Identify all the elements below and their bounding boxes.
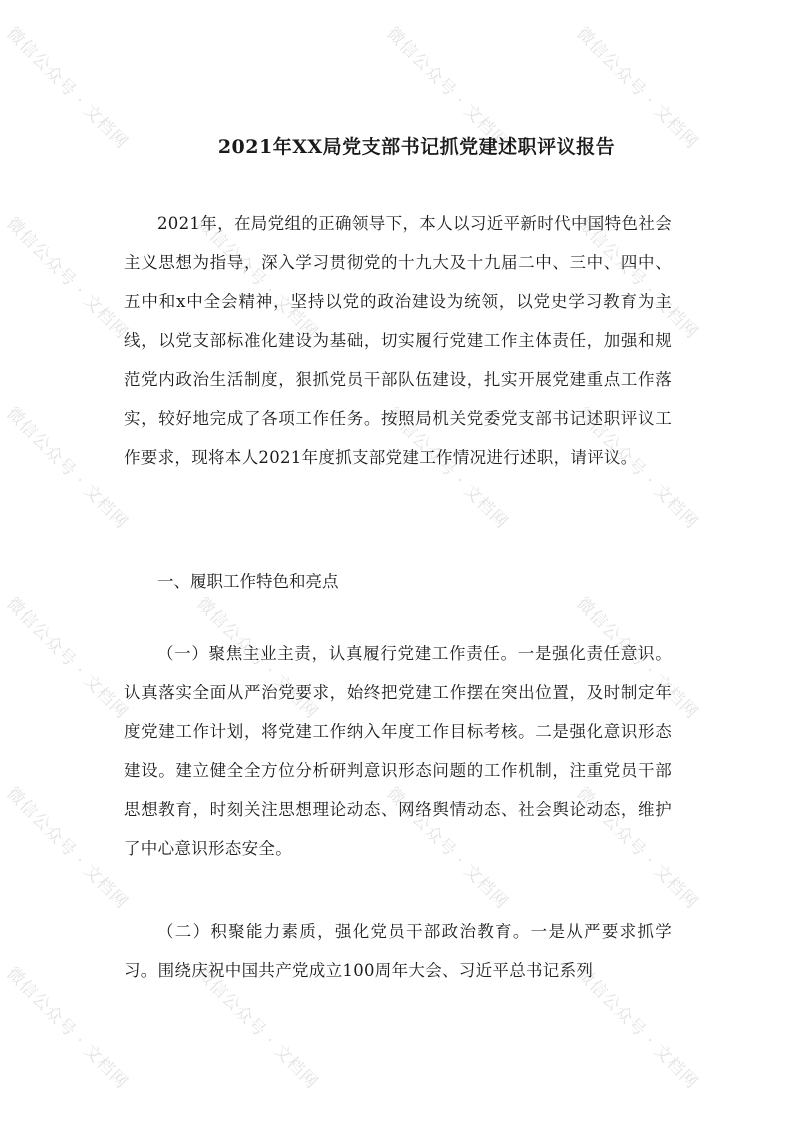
watermark: 微信公众号 · 文档网	[2, 213, 132, 344]
watermark: 微信公众号 · 文档网	[572, 213, 702, 344]
section-paragraph: （二）积聚能力素质，强化党员干部政治教育。一是从严要求抓学习。围绕庆祝中国共产党成立100周年大会、习近平总书记系列	[124, 922, 672, 980]
watermark: 微信公众号 · 文档网	[2, 593, 132, 724]
watermark: 微信公众号 · 文档网	[2, 963, 132, 1094]
watermark: 微信公众号 · 文档网	[382, 403, 512, 534]
watermark: 微信公众号 · 文档网	[2, 403, 132, 534]
watermark: 微信公众号 · 文档网	[192, 213, 322, 344]
watermark: 微信公众号 · 文档网	[192, 963, 322, 1094]
watermark: 微信公众号 · 文档网	[572, 963, 702, 1094]
watermark: 微信公众号 · 文档网	[192, 593, 322, 724]
watermark: 微信公众号 · 文档网	[2, 783, 132, 914]
watermark: 微信公众号 · 文档网	[572, 783, 702, 914]
watermark: 微信公众号 · 文档网	[572, 403, 702, 534]
section-paragraph: （一）聚焦主业主责，认真履行党建工作责任。一是强化责任意识。认真落实全面从严治党要求，始终把党建工作摆在突出位置，及时制定年度党建工作计划，将党建工作纳入年度工作目标考核。二是强化意识形态建设。建立健全全方位分析研判意识形态问题的工作机制，注重党员干部思想教育，时刻关注思想理论动态、网络舆情动态、社会舆论动态，维护了中心意识形态安全。	[124, 644, 672, 858]
watermark: 微信公众号 · 文档网	[2, 23, 132, 154]
intro-paragraph: 2021年，在局党组的正确领导下，本人以习近平新时代中国特色社会主义思想为指导，深入学习贯彻党的十九大及十九届二中、三中、四中、五中和x中全会精神，坚持以党的政治建设为统领，以党史学习教育为主线，以党支部标准化建设为基础，切实履行党建工作主体责任，加强和规范党内政治生活制度，狠抓党员干部队伍建设，扎实开展党建重点工作落实，较好地完成了各项工作任务。按照局机关党委党支部书记述职评议工作要求，现将本人2021年度抓支部党建工作情况进行述职，请评议。	[124, 214, 672, 467]
watermark: 微信公众号 · 文档网	[572, 23, 702, 154]
watermark: 微信公众号 · 文档网	[572, 593, 702, 724]
watermark: 微信公众号 · 文档网	[382, 783, 512, 914]
watermark: 微信公众号 · 文档网	[382, 23, 512, 154]
document-title: 2021年XX局党支部书记抓党建述职评议报告	[217, 136, 616, 158]
section-heading: 一、履职工作特色和亮点	[157, 572, 339, 591]
